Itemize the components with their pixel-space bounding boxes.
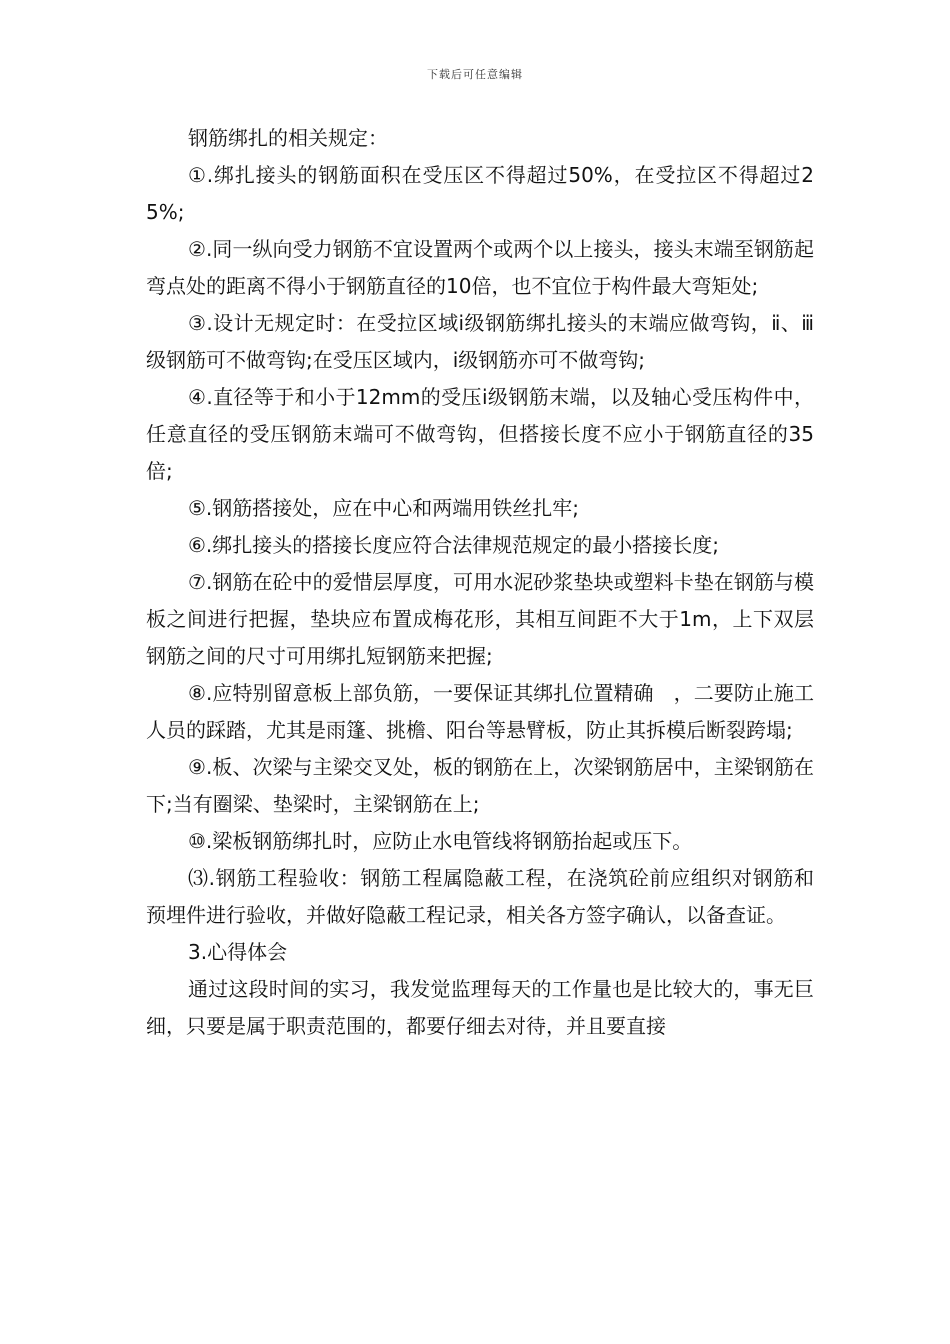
paragraph-rule-7: ⑦.钢筋在砼中的爱惜层厚度，可用水泥砂浆垫块或塑料卡垫在钢筋与模板之间进行把握，垫块应布置成梅花形，其相互间距不大于1m，上下双层钢筋之间的尺寸可用绑扎短钢筋来把握; <box>146 570 814 668</box>
paragraph-rule-10: ⑩.梁板钢筋绑扎时，应防止水电管线将钢筋抬起或压下。 <box>188 829 693 853</box>
header-note: 下载后可任意编辑 <box>427 68 523 81</box>
paragraph-rule-2: ②.同一纵向受力钢筋不宜设置两个或两个以上接头，接头末端至钢筋起弯点处的距离不得小于钢筋直径的10倍，也不宜位于构件最大弯矩处; <box>146 237 814 298</box>
section-heading-reflections: 3.心得体会 <box>188 940 288 964</box>
paragraph-heading-rebar-rules: 钢筋绑扎的相关规定： <box>188 126 388 150</box>
document-body <box>146 120 814 1045</box>
paragraph-rule-8: ⑧.应特别留意板上部负筋，一要保证其绑扎位置精确 ，二要防止施工人员的踩踏，尤其是雨篷、挑檐、阳台等悬臂板，防止其拆模后断裂跨塌; <box>146 681 814 742</box>
paragraph-rule-4: ④.直径等于和小于12mm的受压ⅰ级钢筋末端，以及轴心受压构件中，任意直径的受压钢筋末端可不做弯钩，但搭接长度不应小于钢筋直径的35倍; <box>146 385 814 483</box>
paragraph-rule-5: ⑤.钢筋搭接处，应在中心和两端用铁丝扎牢; <box>188 496 580 520</box>
paragraph-rule-9: ⑨.板、次梁与主梁交叉处，板的钢筋在上，次梁钢筋居中，主梁钢筋在下;当有圈梁、垫梁时，主梁钢筋在上; <box>146 755 814 816</box>
paragraph-acceptance: ⑶.钢筋工程验收：钢筋工程属隐蔽工程，在浇筑砼前应组织对钢筋和预埋件进行验收，并做好隐蔽工程记录，相关各方签字确认，以备查证。 <box>146 866 814 927</box>
paragraph-reflections: 通过这段时间的实习，我发觉监理每天的工作量也是比较大的，事无巨细，只要是属于职责范围的，都要仔细去对待，并且要直接 <box>146 977 814 1038</box>
paragraph-rule-1: ①.绑扎接头的钢筋面积在受压区不得超过50%，在受拉区不得超过25%; <box>146 163 814 224</box>
paragraph-rule-6: ⑥.绑扎接头的搭接长度应符合法律规范规定的最小搭接长度; <box>188 533 720 557</box>
paragraph-rule-3: ③.设计无规定时：在受拉区域ⅰ级钢筋绑扎接头的末端应做弯钩，ⅱ、ⅲ级钢筋可不做弯钩;在受压区域内，ⅰ级钢筋亦可不做弯钩; <box>146 311 814 372</box>
